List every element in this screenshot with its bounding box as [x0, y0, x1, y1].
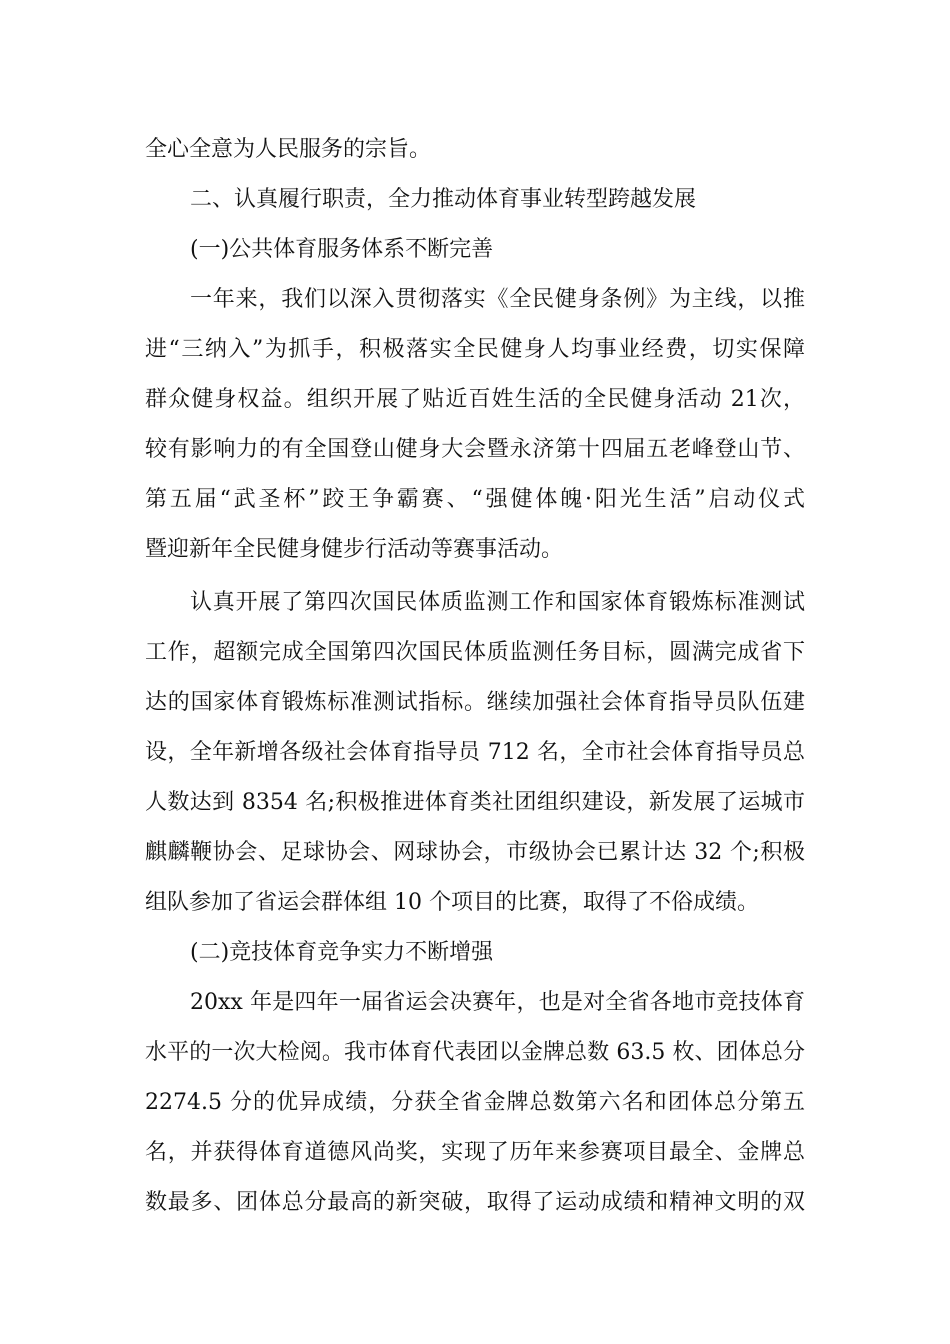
paragraph-line: 设，全年新增各级社会体育指导员 712 名，全市社会体育指导员总 — [145, 740, 805, 765]
paragraph-line: 数最多、团体总分最高的新突破，取得了运动成绩和精神文明的双 — [145, 1190, 805, 1215]
paragraph-line: 名，并获得体育道德风尚奖，实现了历年来参赛项目最全、金牌总 — [145, 1140, 805, 1165]
paragraph-line: 暨迎新年全民健身健步行活动等赛事活动。 — [145, 537, 564, 562]
paragraph-line: 达的国家体育锻炼标准测试指标。继续加强社会体育指导员队伍建 — [145, 690, 805, 715]
paragraph-line: 认真开展了第四次国民体质监测工作和国家体育锻炼标准测试 — [190, 590, 805, 615]
subsection-heading: (二)竞技体育竞争实力不断增强 — [190, 940, 494, 965]
subsection-heading: (一)公共体育服务体系不断完善 — [190, 237, 494, 262]
section-heading: 二、认真履行职责，全力推动体育事业转型跨越发展 — [190, 187, 697, 212]
paragraph-line: 麒麟鞭协会、足球协会、网球协会，市级协会已累计达 32 个;积极 — [145, 840, 805, 865]
paragraph-line: 一年来，我们以深入贯彻落实《全民健身条例》为主线，以推 — [190, 287, 805, 312]
paragraph-line: 水平的一次大检阅。我市体育代表团以金牌总数 63.5 枚、团体总分 — [145, 1040, 805, 1065]
paragraph-line: 20xx 年是四年一届省运会决赛年，也是对全省各地市竞技体育 — [190, 990, 805, 1015]
paragraph-line: 2274.5 分的优异成绩，分获全省金牌总数第六名和团体总分第五 — [145, 1090, 805, 1115]
paragraph-line: 全心全意为人民服务的宗旨。 — [145, 137, 432, 162]
paragraph-line: 较有影响力的有全国登山健身大会暨永济第十四届五老峰登山节、 — [145, 437, 805, 462]
paragraph-line: 进“三纳入”为抓手，积极落实全民健身人均事业经费，切实保障 — [145, 337, 805, 362]
paragraph-line: 群众健身权益。组织开展了贴近百姓生活的全民健身活动 21次， — [145, 387, 805, 412]
paragraph-line: 组队参加了省运会群体组 10 个项目的比赛，取得了不俗成绩。 — [145, 890, 759, 915]
paragraph-line: 人数达到 8354 名;积极推进体育类社团组织建设，新发展了运城市 — [145, 790, 805, 815]
paragraph-line: 第五届“武圣杯”跤王争霸赛、“强健体魄·阳光生活”启动仪式 — [145, 487, 805, 512]
paragraph-line: 工作，超额完成全国第四次国民体质监测任务目标，圆满完成省下 — [145, 640, 805, 665]
